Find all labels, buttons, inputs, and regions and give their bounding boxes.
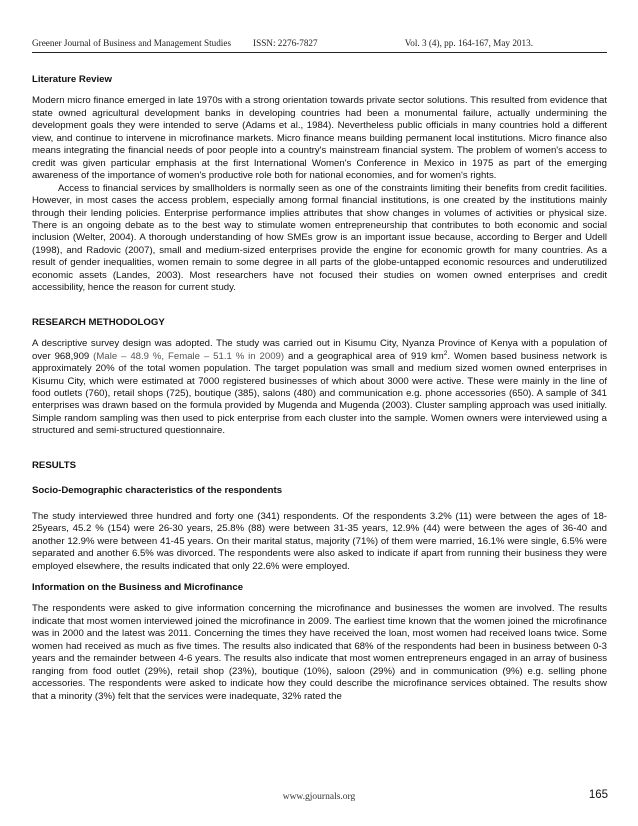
journal-name: Greener Journal of Business and Management Studies xyxy=(32,38,232,48)
population-breakdown: (Male – 48.9 %, Female – 51.1 % in 2009) xyxy=(93,350,285,362)
literature-paragraph-1: Modern micro finance emerged in late 1970s with a strong orientation towards private sector solutions. This resulted from evidence that state owned agricultural development banks in developing countries had been a monumental failure, actually undermining the development goals they were intended to serve (Adams et al., 1984). Nevertheless public officials in many countries hold a different view, and continue to intervene in microfinance markets. Micro finance means building permanent local institutions. Micro finance also means integrating the financial needs of poor people into a country's mainstream financial system. The problem of women's access to credit was given particular emphasis at the first International Women's Conference in Mexico in 1975 as part of the emerging awareness of the importance of women's productive role both for national economies, and for women's rights. xyxy=(32,95,607,182)
page-number: 165 xyxy=(588,789,608,801)
socio-demographic-heading: Socio-Demographic characteristics of the respondents xyxy=(32,485,283,497)
business-microfinance-paragraph: The respondents were asked to give information concerning the microfinance and businesses the women are involved. The results indicate that most women interviewed joined the microfinance in 2009. The earliest time known that the women joined the microfinance was in 2000 and the latest was 2011. Concerning the times they have received the loan, most women had received loans twice. Some women had received as much as five times. The results also indicated that 68% of the respondents had been in business between 0-3 years and the remainder between 4-6 years. The results also indicate that most women entrepreneurs engaged in an array of business ranging from food outlet (29%), retail shop (23%), boutique (10%), saloon (29%) and in communication (9%) e.g. selling phone accessories. The respondents were asked to indicate how they could describe the microfinance services obtained. The results show that a minority (3%) felt that the services were inadequate, 32% rated the xyxy=(32,603,607,702)
running-header xyxy=(32,38,607,48)
socio-demographic-paragraph: The study interviewed three hundred and forty one (341) respondents. Of the respondents 3.2% (11) were between the ages of 18-25years, 45.2 % (154) were 26-30 years, 25.8% (88) were between 31-35 years, 12.9% (44) were between the ages of 36-40 and another 12.9% were between 41-45 years. On their marital status, majority (71%) of them were married, 16.1% were single, 6.5% were separated and another 6.5% was divorced. The respondents were also asked to indicate if apart from running their business they were employed elsewhere, the results indicated that only 22.6% were employed. xyxy=(32,510,607,572)
footer-url: www.gjournals.org xyxy=(282,792,356,802)
issn: ISSN: 2276-7827 xyxy=(253,38,318,48)
methodology-paragraph: A descriptive survey design was adopted. The study was carried out in Kisumu City, Nyanza Province of Kenya with a population of over 968,909 (Male – 48.9 %, Female – 51.1 % in 2009) and a geographical area of 919 $km^2$. Women based business network is approximately 20% of the total women population. The target population was small and medium sized women owned enterprises in Kisumu City, which were estimated at 7000 registered businesses of which about 3000 were active. These were mainly in the line of food outlets (760), retail shops (725), boutique (385), salons (480) and communication e.g. phone accessories (650). A sample of 341 enterprises was drawn based on the formula provided by Mugenda and Mugenda (2003). Cluster sampling approach was used initially. Simple random sampling was then used to pick enterprise from each cluster into the sample. Women owners were interviewed using a structured and semi-structured questionnaire. xyxy=(32,338,607,437)
header-rule xyxy=(32,52,607,53)
business-microfinance-heading: Information on the Business and Microfinance xyxy=(32,581,244,593)
article-body xyxy=(32,74,607,703)
superscript-2: 2 xyxy=(443,349,448,357)
volume-info: Vol. 3 (4), pp. 164-167, May 2013. xyxy=(404,38,533,48)
literature-review-heading: Literature Review xyxy=(32,74,112,85)
results-heading: RESULTS xyxy=(32,459,77,471)
literature-paragraph-2: Access to financial services by smallholders is normally seen as one of the constraints limiting their benefits from credit facilities. However, in most cases the access problem, especially among formal financial institutions, is one created by the institutions mainly through their lending policies. Enterprise performance implies attributes that show changes in volumes of activities or physical size. There is an ongoing debate as to the best way to stimulate women entrepreneurship that contributes to both economic and social inclusion (Welter, 2004). A thorough understanding of how SMEs grow is an important issue because, according to Berger and Udell (1998), and Radovic (2007), small and medium-sized enterprises provide the engine for economic growth for many countries. As a result of gender inequalities, women remain to some degree in all parts of the globe-untapped economic resources and underutilized economic assets (Landes, 2003). Most researchers have not focused their studies on women owned enterprises and credit accessibility, hence the reason for current study. xyxy=(32,182,607,294)
methodology-heading: RESEARCH METHODOLOGY xyxy=(32,316,165,328)
